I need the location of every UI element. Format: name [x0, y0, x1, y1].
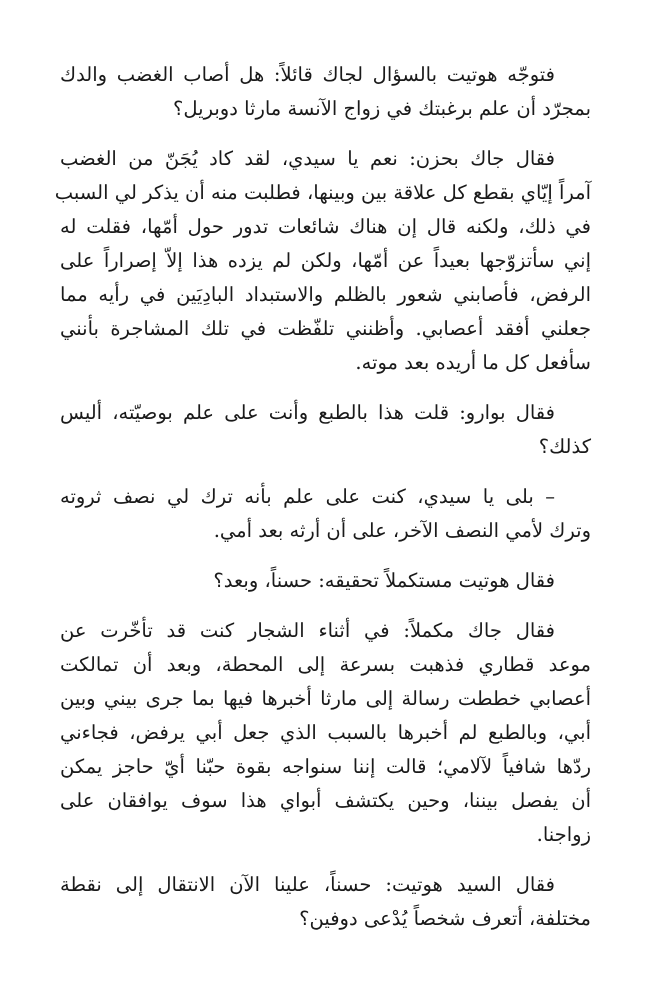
text-line: فقال بوارو: قلت هذا بالطبع وأنت على علم بوصيّته، أليس: [60, 401, 555, 424]
paragraph-2: [54, 142, 591, 380]
text-line: فقال السيد هوتيت: حسناً، علينا الآن الانتقال إلى نقطة: [60, 873, 555, 896]
paragraph-6: [60, 614, 591, 852]
text-line: جعلني أفقد أعصابي. وأظنني تلفّظت في تلك المشاجرة بأنني: [60, 317, 591, 340]
text-line: فقال جاك مكملاً: في أثناء الشجار كنت قد تأخّرت عن: [60, 619, 555, 642]
text-line: الرفض، فأصابني شعور بالظلم والاستبداد البادِيَين في رأيه مما: [60, 283, 591, 306]
paragraph-3: [60, 396, 591, 464]
text-line: – بلى يا سيدي، كنت على علم بأنه ترك لي نصف ثروته: [60, 485, 555, 508]
paragraph-7: [60, 868, 591, 936]
text-line: أن يفصل بيننا، وحين يكتشف أبواي هذا سوف يوافقان على: [60, 789, 591, 812]
paragraph-4: [60, 480, 591, 548]
text-line: زواجنا.: [536, 823, 591, 846]
text-line: وترك لأمي النصف الآخر، على أن أرثه بعد أمي.: [213, 519, 591, 542]
text-line: فتوجّه هوتيت بالسؤال لجاك قائلاً: هل أصاب الغضب والدك: [60, 63, 555, 86]
text-line: أعصابي خططت رسالة إلى مارثا أخبرها فيها بما جرى بيني وبين: [60, 687, 591, 710]
paragraph-5: [60, 564, 591, 598]
text-line: فقال جاك بحزن: نعم يا سيدي، لقد كاد يُجَنّ من الغضب: [60, 147, 555, 170]
text-line: أبي، وبالطبع لم أخبرها بالسبب الذي جعل أبي يرفض، فجاءني: [60, 721, 591, 744]
text-line: إني سأتزوّجها بعيداً عن أمّها، ولكن لم يزده هذا إلاّ إصراراً على: [60, 249, 591, 272]
text-line: مختلفة، أتعرف شخصاً يُدْعى دوفين؟: [299, 907, 591, 930]
text-line: في ذلك، ولكنه قال إن هناك شائعات تدور حول أمّها، فقلت له: [60, 215, 591, 238]
text-line: سأفعل كل ما أريده بعد موته.: [355, 351, 591, 374]
text-line: فقال هوتيت مستكملاً تحقيقه: حسناً، وبعد؟: [213, 569, 555, 592]
text-line: آمراً إيّاي بقطع كل علاقة بين وبينها، فطلبت منه أن يذكر لي السبب: [54, 181, 591, 204]
text-line: كذلك؟: [538, 435, 591, 458]
paragraph-1: [60, 58, 591, 126]
text-line: موعد قطاري فذهبت بسرعة إلى المحطة، وبعد أن تمالكت: [60, 653, 591, 676]
text-line: ردّها شافياً لآلامي؛ قالت إننا سنواجه بقوة حبّنا أيّ حاجز يمكن: [60, 755, 591, 778]
text-line: بمجرّد أن علم برغبتك في زواج الآنسة مارثا دوبريل؟: [173, 97, 591, 120]
